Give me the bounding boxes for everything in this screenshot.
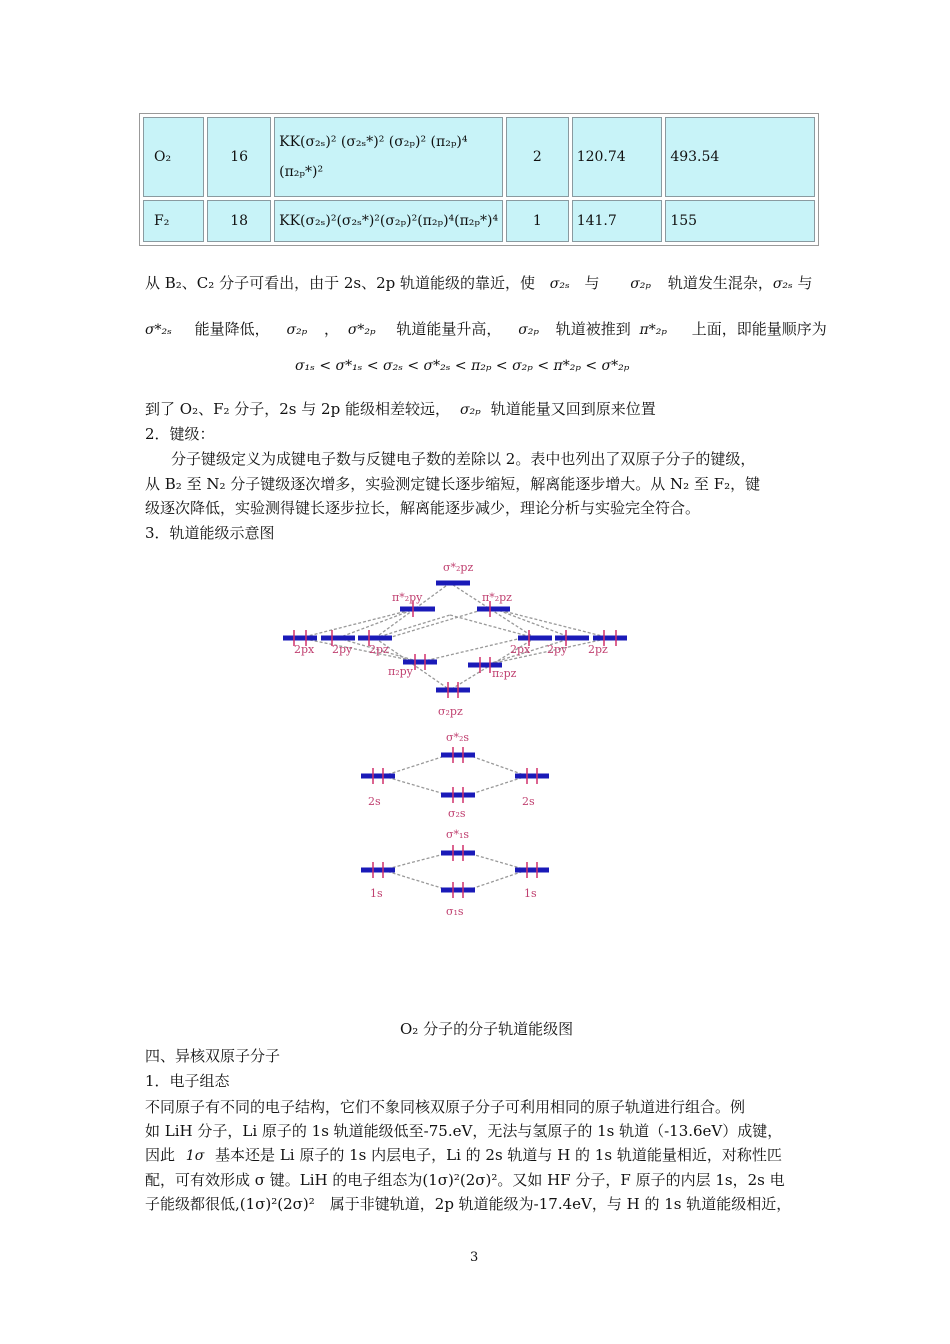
mo-energy-diagram [270,555,640,930]
one-sigma-symbol: 1σ [185,1148,205,1164]
section-heading: 四、异核双原子分子 [145,1047,281,1065]
section-heading: 2．键级： [145,425,215,443]
molecule-cell: F₂ [143,200,204,242]
dissociation-energy-cell: 493.54 [665,117,815,197]
label-pi-2pz: π₂pz [492,667,517,680]
label-sigma-2s: σ₂s [448,807,466,820]
label-right-2s: 2s [522,795,535,808]
sigma-2p-symbol: σ₂ₚ [459,402,481,418]
label-left-2pz: 2pz [369,643,389,656]
pi-2p-star-symbol: π*₂ₚ [639,322,667,338]
label-left-2s: 2s [368,795,381,808]
label-sigma-2pz: σ₂pz [438,705,463,718]
label-right-2pz: 2pz [588,643,608,656]
paragraph-line: 从 B₂、C₂ 分子可看出，由于 2s、2p 轨道能级的靠近，使 σ₂ₛ 与 σ₂ₚ 轨道发生混杂，σ₂ₛ 与 [145,274,813,292]
sigma-2p-star-symbol: σ*₂ₚ [347,322,376,338]
paragraph-line: 级逐次降低，实验测得键长逐步拉长，解离能逐步减少，理论分析与实验完全符合。 [145,499,701,517]
label-right-2py: 2py [547,643,568,656]
sigma-2p-symbol: σ₂ₚ [630,276,652,292]
table-row [143,200,815,242]
label-right-2px: 2px [510,643,531,656]
configuration-cell [274,117,503,197]
label-pi-2py-star: π*₂py [392,591,423,604]
page-number: 3 [470,1250,479,1265]
orbital-labels [294,561,608,918]
sigma-2p-symbol: σ₂ₚ [286,322,308,338]
dissociation-energy-cell: 155 [665,200,815,242]
bond-length-cell: 120.74 [572,117,663,197]
paragraph-line: 分子键级定义为成键电子数与反键电子数的差除以 2。表中也列出了双原子分子的键级， [171,450,756,468]
section-heading: 3．轨道能级示意图 [145,524,275,542]
paragraph-line: 不同原子有不同的电子结构，它们不象同核双原子分子可利用相同的原子轨道进行组合。例 [145,1098,746,1116]
sigma-2s-symbol: σ₂ₛ [549,276,570,292]
label-right-1s: 1s [524,887,537,900]
label-left-2py: 2py [332,643,353,656]
molecule-cell: O₂ [143,117,204,197]
bond-length-cell: 141.7 [572,200,663,242]
label-pi-2py: π₂py [388,665,413,678]
label-sigma-1s: σ₁s [446,905,464,918]
bond-order-cell: 2 [506,117,569,197]
label-sigma-2pz-star: σ*₂pz [443,561,474,574]
config-line-2: (π₂ₚ*)² [279,164,324,180]
section-heading: 1．电子组态 [145,1072,230,1090]
electron-count-cell: 18 [207,200,271,242]
paragraph-line: 配，可有效形成 σ 键。LiH 的电子组态为(1σ)²(2σ)²。又如 HF 分子，F 原子的内层 1s，2s 电 [145,1171,785,1189]
sigma-2p-symbol: σ₂ₚ [518,322,539,338]
table-row [143,117,815,197]
label-pi-2pz-star: π*₂pz [482,591,512,604]
paragraph-line: σ*₂ₛ 能量降低， σ₂ₚ ， σ*₂ₚ 轨道能量升高， σ₂ₚ 轨道被推到 π*₂ₚ 上面，即能量顺序为 [145,320,827,338]
config-line-1: KK(σ₂ₛ)² (σ₂ₛ*)² (σ₂ₚ)² (π₂ₚ)⁴ [279,134,468,150]
paragraph-line: 从 B₂ 至 N₂ 分子键级逐次增多，实验测定键长逐步缩短，解离能逐步增大。从 N₂ 至 F₂，键 [145,475,761,493]
paragraph-line: 到了 O₂、F₂ 分子，2s 与 2p 能级相差较远， σ₂ₚ 轨道能量又回到原来位置 [145,400,656,418]
sigma-2s-star-symbol: σ*₂ₛ [145,322,172,338]
paragraph-line: 因此 1σ 基本还是 Li 原子的 1s 内层电子，Li 的 2s 轨道与 H 的 1s 轨道能量相近，对称性匹 [145,1146,782,1164]
label-sigma-2s-star: σ*₂s [446,731,470,744]
sigma-2s-symbol: σ₂ₛ [772,276,793,292]
paragraph-line: 子能级都很低,(1σ)²(2σ)² 属于非键轨道，2p 轨道能级为-17.4eV，与 H 的 1s 轨道能级相近， [145,1195,792,1213]
figure-caption: O₂ 分子的分子轨道能级图 [400,1020,574,1038]
configuration-cell: KK(σ₂ₛ)²(σ₂ₛ*)²(σ₂ₚ)²(π₂ₚ)⁴(π₂ₚ*)⁴ [274,200,503,242]
label-sigma-1s-star: σ*₁s [446,828,470,841]
energy-order-formula: σ₁ₛ < σ*₁ₛ < σ₂ₛ < σ*₂ₛ < π₂ₚ < σ₂ₚ < π*₂ₚ < σ*₂ₚ [295,358,630,374]
label-left-2px: 2px [294,643,315,656]
mo-configuration-table [139,113,819,246]
label-left-1s: 1s [370,887,383,900]
bond-order-cell: 1 [506,200,569,242]
electron-count-cell: 16 [207,117,271,197]
paragraph-line: 如 LiH 分子，Li 原子的 1s 轨道能级低至-75.eV，无法与氢原子的 1s 轨道（-13.6eV）成键， [145,1122,783,1140]
